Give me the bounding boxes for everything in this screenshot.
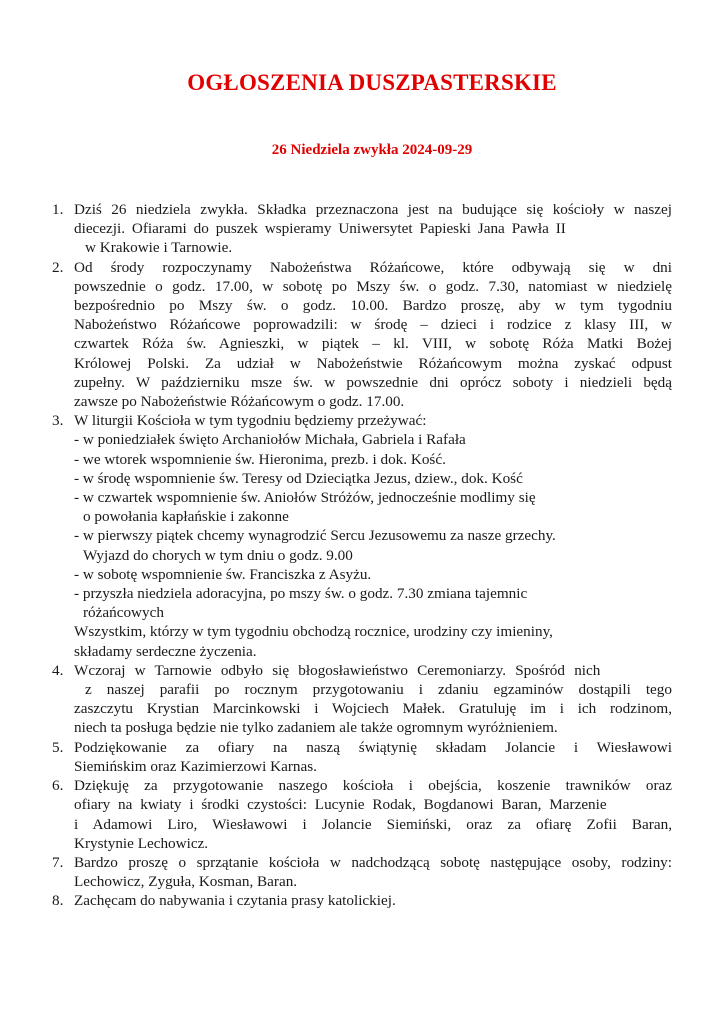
item-line: zaszczytu Krystian Marcinkowski i Wojciech Małek. Gratuluję im i ich rodzinom, — [74, 700, 672, 718]
item-line: w Krakowie i Tarnowie. — [85, 239, 233, 257]
item-line: - w poniedziałek święto Archaniołów Michała, Gabriela i Rafała — [74, 431, 466, 449]
item-line: Królowej Polski. Za udział w Nabożeństwie Różańcowym można zyskać odpust — [74, 354, 672, 372]
item-line: zupełny. W październiku msze św. w powszednie dni oprócz soboty i niedzieli będą — [74, 373, 672, 391]
item-line: i Adamowi Liro, Wiesławowi i Jolancie Siemiński, oraz za ofiarę Zofii Baran, — [74, 815, 672, 833]
item-line: - w pierwszy piątek chcemy wynagrodzić Sercu Jezusowemu za nasze grzechy. — [74, 527, 556, 545]
item-line: diecezji. Ofiarami do puszek wspieramy Uniwersytet Papieski Jana Pawła II — [74, 220, 566, 238]
list-item — [52, 411, 672, 661]
item-line: Od środy rozpoczynamy Nabożeństwa Różańcowe, które odbywają się w dni — [74, 258, 672, 276]
item-number: 2. — [52, 258, 64, 276]
item-line: Zachęcam do nabywania i czytania prasy katolickiej. — [74, 892, 396, 910]
item-number: 4. — [52, 661, 64, 679]
item-line: Dziś 26 niedziela zwykła. Składka przeznaczona jest na budujące się kościoły w naszej — [74, 201, 672, 218]
item-line: Nabożeństwo Różańcowe poprowadzili: w środę – dzieci i rodzice z klasy III, w — [74, 316, 672, 334]
item-line: niech ta posługa będzie nie tylko zadaniem ale także ogromnym wyróżnieniem. — [74, 719, 558, 737]
item-line: Wyjazd do chorych w tym dniu o godz. 9.00 — [83, 546, 353, 564]
item-line: bezpośrednio po Mszy św. o godz. 10.00. Bardzo proszę, aby w tym tygodniu — [74, 297, 672, 315]
item-line: Lechowicz, Zyguła, Kosman, Baran. — [74, 873, 298, 891]
item-line: o powołania kapłańskie i zakonne — [83, 508, 289, 526]
item-line: różańcowych — [83, 604, 164, 622]
item-number: 3. — [52, 412, 64, 430]
item-line: Bardzo proszę o sprzątanie kościoła w nadchodzącą sobotę następujące osoby, rodziny: — [74, 853, 672, 871]
item-line: zawsze po Nabożeństwie Różańcowym o godz. 17.00. — [74, 393, 405, 411]
list-item — [52, 258, 672, 412]
item-number: 8. — [52, 892, 64, 910]
item-line: Dziękuję za przygotowanie naszego kościoła i obejścia, koszenie trawników oraz — [74, 777, 672, 795]
item-line: - w środę wspomnienie św. Teresy od Dzieciątka Jezus, dziew., dok. Kość — [74, 469, 523, 487]
item-line: Siemińskim oraz Kazimierzowi Karnas. — [74, 757, 317, 775]
item-line: Wczoraj w Tarnowie odbyło się błogosławieństwo Ceremoniarzy. Spośród nich — [74, 661, 601, 679]
announcement-list — [52, 200, 672, 911]
item-line: - przyszła niedziela adoracyjna, po mszy św. o godz. 7.30 zmiana tajemnic — [74, 585, 528, 603]
item-line: ofiary na kwiaty i środki czystości: Lucynie Rodak, Bogdanowi Baran, Marzenie — [74, 796, 607, 814]
list-item — [52, 853, 672, 891]
list-item — [52, 776, 672, 853]
item-line: - we wtorek wspomnienie św. Hieronima, prezb. i dok. Kość. — [74, 450, 446, 468]
item-number: 7. — [52, 853, 64, 871]
item-line: - w sobotę wspomnienie św. Franciszka z Asyżu. — [74, 565, 372, 583]
item-line: Podziękowanie za ofiary na naszą świątynię składam Jolancie i Wiesławowi — [74, 738, 672, 756]
page-title: OGŁOSZENIA DUSZPASTERSKIE — [187, 70, 557, 95]
item-number: 6. — [52, 777, 64, 795]
page-subtitle: 26 Niedziela zwykła 2024-09-29 — [271, 142, 473, 158]
list-item — [52, 661, 672, 738]
item-line: z naszej parafii po rocznym przygotowaniu i zdaniu egzaminów dostąpili tego — [85, 681, 672, 699]
item-line: Wszystkim, którzy w tym tygodniu obchodzą rocznice, urodziny czy imieniny, — [74, 623, 553, 641]
list-item — [52, 891, 672, 910]
list-item — [52, 200, 672, 258]
item-number: 5. — [52, 738, 64, 756]
item-line: składamy serdeczne życzenia. — [74, 642, 257, 660]
item-line: czwartek Róża św. Agnieszki, w piątek – kl. VIII, w sobotę Róża Matki Bożej — [74, 335, 672, 353]
item-line: Krystynie Lechowicz. — [74, 834, 209, 852]
item-line: - w czwartek wspomnienie św. Aniołów Stróżów, jednocześnie modlimy się — [74, 489, 536, 507]
item-number: 1. — [52, 201, 64, 218]
item-line: W liturgii Kościoła w tym tygodniu będziemy przeżywać: — [74, 412, 427, 430]
list-item — [52, 738, 672, 776]
item-line: powszednie o godz. 17.00, w sobotę po Mszy św. o godz. 7.30, natomiast w niedzielę — [74, 277, 672, 295]
